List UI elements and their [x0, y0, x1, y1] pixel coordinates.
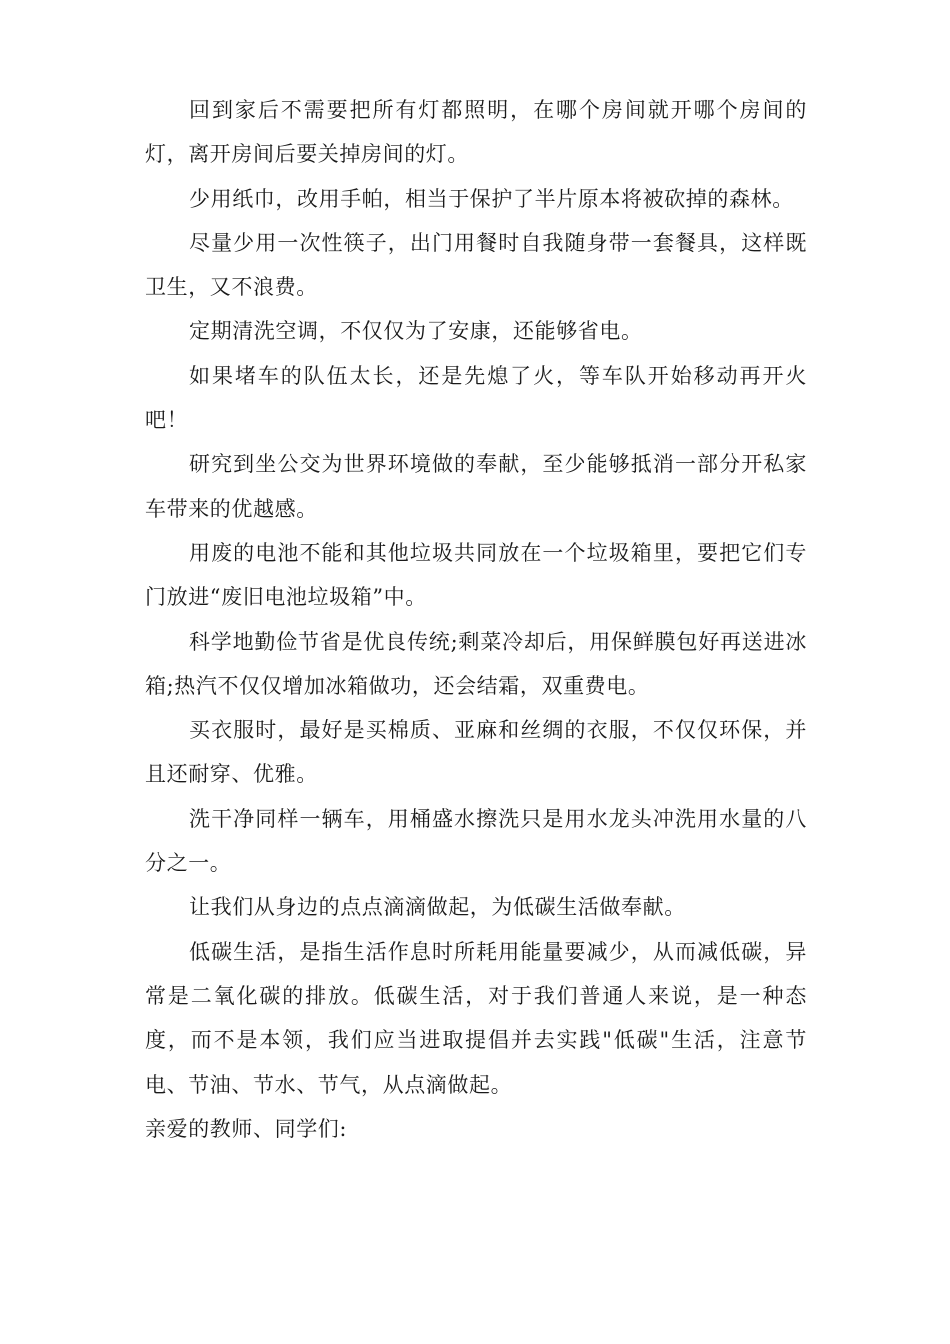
paragraph-public-transit: 研究到坐公交为世界环境做的奉献，至少能够抵消一部分开私家车带来的优越感。 [145, 452, 807, 521]
paragraph-clothing: 买衣服时，最好是买棉质、亚麻和丝绸的衣服，不仅仅环保，并且还耐穿、优雅。 [145, 718, 807, 787]
document-body [145, 88, 807, 1151]
paragraph-chopsticks: 尽量少用一次性筷子，出门用餐时自我随身带一套餐具，这样既卫生，又不浪费。 [145, 230, 807, 300]
paragraph-traffic-jam: 如果堵车的队伍太长，还是先熄了火，等车队开始移动再开火吧！ [145, 363, 807, 433]
paragraph-car-washing: 洗干净同样一辆车，用桶盛水擦洗只是用水龙头冲洗用水量的八分之一。 [145, 806, 807, 876]
paragraph-call-to-action: 让我们从身边的点点滴滴做起，为低碳生活做奉献。 [189, 895, 686, 920]
paragraph-air-conditioner: 定期清洗空调，不仅仅为了安康，还能够省电。 [189, 319, 643, 344]
salutation: 亲爱的教师、同学们: [145, 1116, 348, 1141]
paragraph-low-carbon-definition: 低碳生活，是指生活作息时所耗用能量要减少，从而减低碳，异常是二氧化碳的排放。低碳生活，对于我们普通人来说，是一种态度，而不是本领，我们应当进取提倡并去实践"低碳"生活，注意节电、节油、节水、节气，从点滴做起。 [145, 939, 807, 1097]
paragraph-handkerchief: 少用纸巾，改用手帕，相当于保护了半片原本将被砍掉的森林。 [189, 186, 794, 211]
paragraph-frugality: 科学地勤俭节省是优良传统;剩菜冷却后，用保鲜膜包好再送进冰箱;热汽不仅仅增加冰箱做功，还会结霜，双重费电。 [145, 629, 807, 698]
paragraph-lights: 回到家后不需要把所有灯都照明，在哪个房间就开哪个房间的灯，离开房间后要关掉房间的灯。 [145, 98, 807, 167]
paragraph-batteries: 用废的电池不能和其他垃圾共同放在一个垃圾箱里，要把它们专门放进“废旧电池垃圾箱”中。 [145, 540, 807, 610]
